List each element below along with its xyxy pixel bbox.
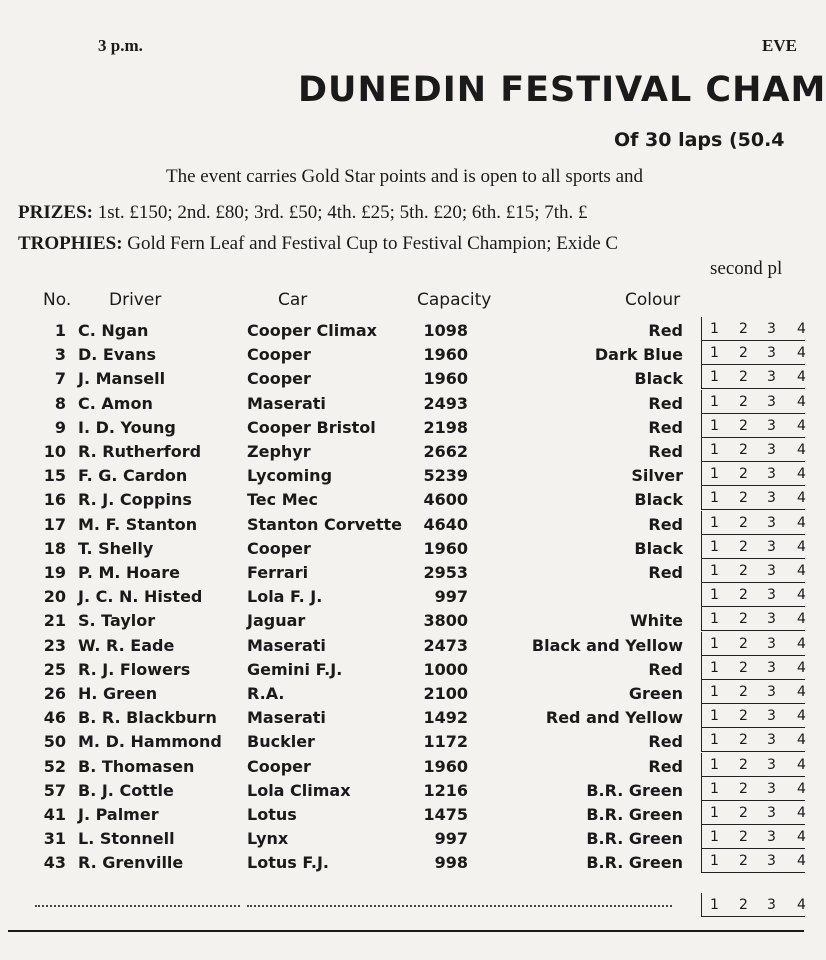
lap-counter-box bbox=[701, 390, 805, 414]
entry-driver: H. Green bbox=[78, 684, 158, 703]
entry-car: Lynx bbox=[247, 829, 289, 849]
entry-number: 57 bbox=[43, 780, 66, 800]
entry-capacity: 2662 bbox=[423, 442, 468, 461]
laps-subtitle: Of 30 laps (50.4 bbox=[614, 129, 785, 151]
entry-car: Buckler bbox=[247, 732, 315, 752]
lap-number: 2 bbox=[739, 393, 748, 410]
entry-driver: B. J. Cottle bbox=[78, 780, 174, 800]
entry-car: Zephyr bbox=[247, 442, 311, 461]
entry-car: Lola F. J. bbox=[247, 587, 323, 607]
entry-row bbox=[0, 757, 804, 781]
lap-counter-box bbox=[701, 341, 805, 365]
lap-number: 3 bbox=[767, 563, 776, 579]
entry-row bbox=[0, 539, 804, 563]
entry-number: 26 bbox=[43, 684, 66, 703]
entry-number: 52 bbox=[43, 756, 66, 776]
event-description: The event carries Gold Star points and is open to all sports and bbox=[166, 166, 644, 187]
lap-number: 4 bbox=[797, 756, 806, 773]
lap-counter-box bbox=[701, 825, 805, 849]
entry-number: 21 bbox=[43, 611, 66, 631]
entry-colour: B.R. Green bbox=[586, 805, 683, 824]
lap-number: 1 bbox=[710, 780, 719, 797]
entry-row bbox=[0, 321, 804, 345]
lap-number: 4 bbox=[797, 393, 806, 410]
lap-number: 3 bbox=[767, 756, 776, 773]
entry-car: Maserati bbox=[247, 708, 326, 728]
entry-driver: P. M. Hoare bbox=[78, 563, 180, 582]
entry-row bbox=[0, 732, 804, 756]
trophies-continued: second pl bbox=[710, 258, 783, 279]
entry-driver: C. Amon bbox=[78, 393, 153, 413]
column-header-no: No. bbox=[43, 290, 72, 310]
entry-capacity: 3800 bbox=[423, 611, 468, 631]
lap-number: 4 bbox=[797, 321, 806, 337]
entry-colour: Black bbox=[634, 369, 683, 389]
entry-driver: M. F. Stanton bbox=[78, 514, 198, 534]
event-title: DUNEDIN FESTIVAL CHAM bbox=[298, 70, 826, 110]
entry-row bbox=[0, 611, 804, 635]
entry-row bbox=[0, 587, 804, 611]
entry-car: Cooper bbox=[247, 369, 311, 389]
entry-car: Stanton Corvette bbox=[247, 514, 403, 534]
lap-number: 1 bbox=[710, 563, 719, 579]
entry-colour: B.R. Green bbox=[586, 780, 683, 800]
lap-number: 2 bbox=[739, 563, 748, 579]
lap-number: 3 bbox=[767, 635, 776, 652]
entry-capacity: 997 bbox=[434, 587, 468, 607]
trophies-text: Gold Fern Leaf and Festival Cup to Festival Champion; Exide C bbox=[127, 233, 619, 254]
entry-number: 19 bbox=[43, 563, 66, 582]
lap-number: 2 bbox=[739, 756, 748, 773]
lap-counter-box bbox=[701, 656, 805, 680]
entry-colour: Red bbox=[648, 321, 683, 340]
lap-number: 2 bbox=[739, 684, 748, 700]
entry-car: Lotus bbox=[247, 805, 297, 824]
entry-car: Cooper bbox=[247, 345, 311, 365]
entry-row bbox=[0, 636, 804, 660]
lap-number: 1 bbox=[710, 345, 719, 362]
lap-number: 2 bbox=[739, 897, 748, 913]
entry-number: 46 bbox=[43, 708, 66, 728]
lap-number: 2 bbox=[739, 780, 748, 797]
lap-counter-box bbox=[701, 801, 805, 825]
entry-capacity: 2100 bbox=[423, 684, 468, 703]
lap-number: 1 bbox=[710, 587, 719, 604]
entry-colour: Red bbox=[648, 732, 683, 752]
event-label: EVE bbox=[762, 36, 797, 55]
lap-number: 2 bbox=[739, 442, 748, 458]
entry-colour: Black bbox=[634, 538, 683, 558]
entry-number: 8 bbox=[54, 393, 66, 413]
lap-number: 2 bbox=[739, 829, 748, 846]
entry-colour: Red bbox=[648, 442, 683, 461]
lap-counter-box bbox=[701, 777, 805, 801]
lap-number: 1 bbox=[710, 853, 719, 870]
lap-number: 3 bbox=[767, 780, 776, 797]
entry-capacity: 2953 bbox=[423, 563, 468, 582]
entry-capacity: 1098 bbox=[423, 321, 468, 340]
blank-entry-driver-line bbox=[35, 905, 240, 907]
lap-number: 3 bbox=[767, 805, 776, 821]
column-header-capacity: Capacity bbox=[417, 290, 492, 310]
lap-counter-box bbox=[701, 849, 805, 873]
lap-number: 1 bbox=[710, 611, 719, 628]
entry-driver: R. Grenville bbox=[78, 853, 184, 873]
lap-number: 4 bbox=[797, 442, 806, 458]
entry-car: Ferrari bbox=[247, 563, 309, 582]
lap-number: 1 bbox=[710, 442, 719, 458]
lap-number: 4 bbox=[797, 611, 806, 628]
entry-row bbox=[0, 490, 804, 514]
lap-number: 2 bbox=[739, 514, 748, 531]
lap-number: 1 bbox=[710, 369, 719, 386]
entry-row bbox=[0, 515, 804, 539]
entry-number: 15 bbox=[43, 466, 66, 486]
entry-row bbox=[0, 563, 804, 587]
entry-driver: R. Rutherford bbox=[78, 442, 202, 461]
lap-number: 1 bbox=[710, 756, 719, 773]
entry-driver: F. G. Cardon bbox=[78, 466, 188, 486]
lap-counter-box bbox=[701, 559, 805, 583]
entry-capacity: 4600 bbox=[423, 490, 468, 510]
entry-capacity: 2473 bbox=[423, 635, 468, 655]
entry-number: 16 bbox=[43, 490, 66, 510]
lap-number: 4 bbox=[797, 538, 806, 555]
page-divider bbox=[8, 930, 804, 932]
entry-driver: R. J. Flowers bbox=[78, 659, 191, 679]
entry-colour: Red bbox=[648, 563, 683, 582]
lap-number: 2 bbox=[739, 587, 748, 604]
lap-number: 4 bbox=[797, 659, 806, 676]
lap-number: 4 bbox=[797, 490, 806, 507]
entry-colour: Red bbox=[648, 417, 683, 437]
entry-capacity: 2198 bbox=[423, 417, 468, 437]
trophies-label: TROPHIES: bbox=[18, 233, 123, 254]
entry-capacity: 1172 bbox=[423, 732, 468, 752]
entry-row bbox=[0, 853, 804, 877]
entry-colour: Dark Blue bbox=[594, 345, 683, 365]
lap-counter-box bbox=[701, 414, 805, 438]
lap-number: 3 bbox=[767, 321, 776, 337]
lap-number: 4 bbox=[797, 829, 806, 846]
lap-counter-box bbox=[701, 607, 805, 631]
lap-number: 4 bbox=[797, 587, 806, 604]
lap-number: 2 bbox=[739, 611, 748, 628]
entry-capacity: 5239 bbox=[423, 466, 468, 486]
lap-number: 4 bbox=[797, 345, 806, 362]
lap-counter-box bbox=[701, 365, 805, 389]
entry-driver: L. Stonnell bbox=[78, 829, 175, 849]
entry-driver: T. Shelly bbox=[78, 538, 154, 558]
entry-colour: Green bbox=[628, 684, 683, 703]
entry-car: Lycoming bbox=[247, 466, 333, 486]
entry-row bbox=[0, 781, 804, 805]
lap-number: 2 bbox=[739, 417, 748, 434]
lap-counter-box bbox=[701, 753, 805, 777]
entry-number: 23 bbox=[43, 635, 66, 655]
lap-number: 4 bbox=[797, 897, 806, 913]
entry-number: 9 bbox=[54, 417, 66, 437]
entry-car: R.A. bbox=[247, 684, 285, 703]
entry-colour: Silver bbox=[631, 466, 683, 486]
entry-row bbox=[0, 684, 804, 708]
column-header-colour: Colour bbox=[625, 290, 681, 310]
entry-capacity: 2493 bbox=[423, 393, 468, 413]
entry-colour: Black and Yellow bbox=[531, 635, 683, 655]
lap-number: 2 bbox=[739, 538, 748, 555]
lap-number: 2 bbox=[739, 708, 748, 725]
prizes-label: PRIZES: bbox=[18, 202, 93, 223]
lap-counter-box bbox=[701, 893, 805, 917]
entry-number: 7 bbox=[54, 369, 66, 389]
entry-driver: D. Evans bbox=[78, 345, 156, 365]
entry-number: 20 bbox=[43, 587, 66, 607]
lap-number: 4 bbox=[797, 805, 806, 821]
lap-number: 4 bbox=[797, 563, 806, 579]
entry-colour: Red bbox=[648, 393, 683, 413]
lap-number: 1 bbox=[710, 897, 719, 913]
entry-capacity: 1216 bbox=[423, 780, 468, 800]
lap-counter-box bbox=[701, 680, 805, 704]
lap-number: 3 bbox=[767, 538, 776, 555]
lap-number: 2 bbox=[739, 490, 748, 507]
lap-counter-box bbox=[701, 317, 805, 341]
entry-colour: Red bbox=[648, 514, 683, 534]
entry-capacity: 1960 bbox=[423, 345, 468, 365]
lap-counter-box bbox=[701, 632, 805, 656]
lap-number: 3 bbox=[767, 466, 776, 483]
lap-number: 3 bbox=[767, 490, 776, 507]
lap-number: 1 bbox=[710, 829, 719, 846]
lap-number: 1 bbox=[710, 805, 719, 821]
entry-driver: J. Palmer bbox=[78, 805, 159, 824]
entry-colour: Black bbox=[634, 490, 683, 510]
entry-driver: J. Mansell bbox=[78, 369, 166, 389]
entry-row bbox=[0, 394, 804, 418]
lap-counter-box bbox=[701, 511, 805, 535]
entry-car: Maserati bbox=[247, 635, 326, 655]
lap-number: 3 bbox=[767, 514, 776, 531]
entry-driver: B. R. Blackburn bbox=[78, 708, 217, 728]
lap-number: 4 bbox=[797, 684, 806, 700]
lap-number: 4 bbox=[797, 732, 806, 749]
lap-number: 1 bbox=[710, 708, 719, 725]
lap-number: 2 bbox=[739, 853, 748, 870]
entry-capacity: 1492 bbox=[423, 708, 468, 728]
lap-number: 1 bbox=[710, 417, 719, 434]
lap-counter-box bbox=[701, 728, 805, 752]
entry-car: Cooper bbox=[247, 756, 311, 776]
entry-capacity: 1475 bbox=[423, 805, 468, 824]
lap-number: 1 bbox=[710, 659, 719, 676]
lap-number: 3 bbox=[767, 369, 776, 386]
entry-number: 18 bbox=[43, 538, 66, 558]
entry-driver: R. J. Coppins bbox=[78, 490, 192, 510]
lap-number: 1 bbox=[710, 393, 719, 410]
column-header-car: Car bbox=[278, 290, 308, 310]
lap-number: 3 bbox=[767, 659, 776, 676]
entry-number: 1 bbox=[54, 321, 66, 340]
entry-row bbox=[0, 418, 804, 442]
lap-number: 2 bbox=[739, 659, 748, 676]
lap-number: 1 bbox=[710, 514, 719, 531]
lap-number: 3 bbox=[767, 587, 776, 604]
trophies-line bbox=[18, 233, 618, 255]
entry-row bbox=[0, 442, 804, 466]
entry-number: 25 bbox=[43, 659, 66, 679]
race-time: 3 p.m. bbox=[98, 36, 143, 55]
entry-colour: Red bbox=[648, 659, 683, 679]
entry-capacity: 1960 bbox=[423, 538, 468, 558]
entry-driver: S. Taylor bbox=[78, 611, 156, 631]
lap-number: 1 bbox=[710, 635, 719, 652]
prizes-text: 1st. £150; 2nd. £80; 3rd. £50; 4th. £25; 5th. £20; 6th. £15; 7th. £ bbox=[97, 202, 588, 223]
prizes-line bbox=[18, 202, 588, 224]
entry-colour: B.R. Green bbox=[586, 829, 683, 849]
entry-car: Cooper Bristol bbox=[247, 417, 376, 437]
lap-counter-box bbox=[701, 462, 805, 486]
lap-counter-box bbox=[701, 535, 805, 559]
lap-number: 3 bbox=[767, 393, 776, 410]
lap-number: 4 bbox=[797, 853, 806, 870]
entry-car: Tec Mec bbox=[247, 490, 318, 510]
lap-number: 2 bbox=[739, 345, 748, 362]
lap-number: 1 bbox=[710, 321, 719, 337]
entry-capacity: 1960 bbox=[423, 756, 468, 776]
entry-number: 41 bbox=[43, 805, 66, 824]
entry-number: 3 bbox=[54, 345, 66, 365]
entry-row bbox=[0, 805, 804, 829]
blank-entry-car-line bbox=[247, 905, 672, 907]
lap-number: 3 bbox=[767, 829, 776, 846]
lap-number: 4 bbox=[797, 635, 806, 652]
entry-row bbox=[0, 829, 804, 853]
entry-driver: J. C. N. Histed bbox=[78, 587, 203, 607]
entry-car: Cooper bbox=[247, 538, 311, 558]
lap-number: 3 bbox=[767, 442, 776, 458]
lap-number: 4 bbox=[797, 417, 806, 434]
lap-number: 1 bbox=[710, 466, 719, 483]
lap-counter-box bbox=[701, 486, 805, 510]
lap-number: 2 bbox=[739, 732, 748, 749]
lap-counter-box bbox=[701, 438, 805, 462]
entry-driver: C. Ngan bbox=[78, 321, 149, 340]
entry-car: Maserati bbox=[247, 393, 326, 413]
lap-number: 3 bbox=[767, 708, 776, 725]
entry-driver: B. Thomasen bbox=[78, 756, 195, 776]
lap-number: 1 bbox=[710, 538, 719, 555]
lap-number: 3 bbox=[767, 345, 776, 362]
lap-number: 4 bbox=[797, 514, 806, 531]
entry-car: Jaguar bbox=[247, 611, 306, 631]
entry-driver: M. D. Hammond bbox=[78, 732, 222, 752]
entry-capacity: 1960 bbox=[423, 369, 468, 389]
lap-number: 2 bbox=[739, 635, 748, 652]
lap-number: 1 bbox=[710, 732, 719, 749]
entry-driver: I. D. Young bbox=[78, 417, 176, 437]
entry-car: Lola Climax bbox=[247, 780, 351, 800]
entry-colour: B.R. Green bbox=[586, 853, 683, 873]
entry-row bbox=[0, 660, 804, 684]
entry-row bbox=[0, 466, 804, 490]
lap-number: 4 bbox=[797, 466, 806, 483]
lap-number: 3 bbox=[767, 684, 776, 700]
entry-row bbox=[0, 369, 804, 393]
lap-counter-box bbox=[701, 583, 805, 607]
lap-number: 4 bbox=[797, 780, 806, 797]
entry-number: 10 bbox=[43, 442, 66, 461]
entry-number: 50 bbox=[43, 732, 66, 752]
entry-row bbox=[0, 345, 804, 369]
lap-number: 3 bbox=[767, 417, 776, 434]
lap-number: 2 bbox=[739, 805, 748, 821]
entry-colour: Red bbox=[648, 756, 683, 776]
entry-capacity: 997 bbox=[434, 829, 468, 849]
entry-capacity: 998 bbox=[434, 853, 468, 873]
entry-capacity: 4640 bbox=[423, 514, 468, 534]
lap-number: 1 bbox=[710, 490, 719, 507]
entry-car: Cooper Climax bbox=[247, 321, 377, 340]
lap-number: 4 bbox=[797, 708, 806, 725]
lap-number: 3 bbox=[767, 897, 776, 913]
entry-colour: Red and Yellow bbox=[545, 708, 683, 728]
lap-number: 2 bbox=[739, 321, 748, 337]
entry-number: 43 bbox=[43, 853, 66, 873]
entry-number: 17 bbox=[43, 514, 66, 534]
lap-number: 2 bbox=[739, 466, 748, 483]
entry-row bbox=[0, 708, 804, 732]
lap-number: 4 bbox=[797, 369, 806, 386]
lap-number: 1 bbox=[710, 684, 719, 700]
column-header-driver: Driver bbox=[109, 290, 162, 310]
lap-number: 3 bbox=[767, 732, 776, 749]
entry-car: Lotus F.J. bbox=[247, 853, 330, 873]
entry-car: Gemini F.J. bbox=[247, 659, 343, 679]
entry-colour: White bbox=[629, 611, 683, 631]
entry-driver: W. R. Eade bbox=[78, 635, 175, 655]
lap-number: 2 bbox=[739, 369, 748, 386]
entry-number: 31 bbox=[43, 829, 66, 849]
entry-capacity: 1000 bbox=[423, 659, 468, 679]
lap-number: 3 bbox=[767, 611, 776, 628]
lap-counter-box bbox=[701, 704, 805, 728]
lap-number: 3 bbox=[767, 853, 776, 870]
